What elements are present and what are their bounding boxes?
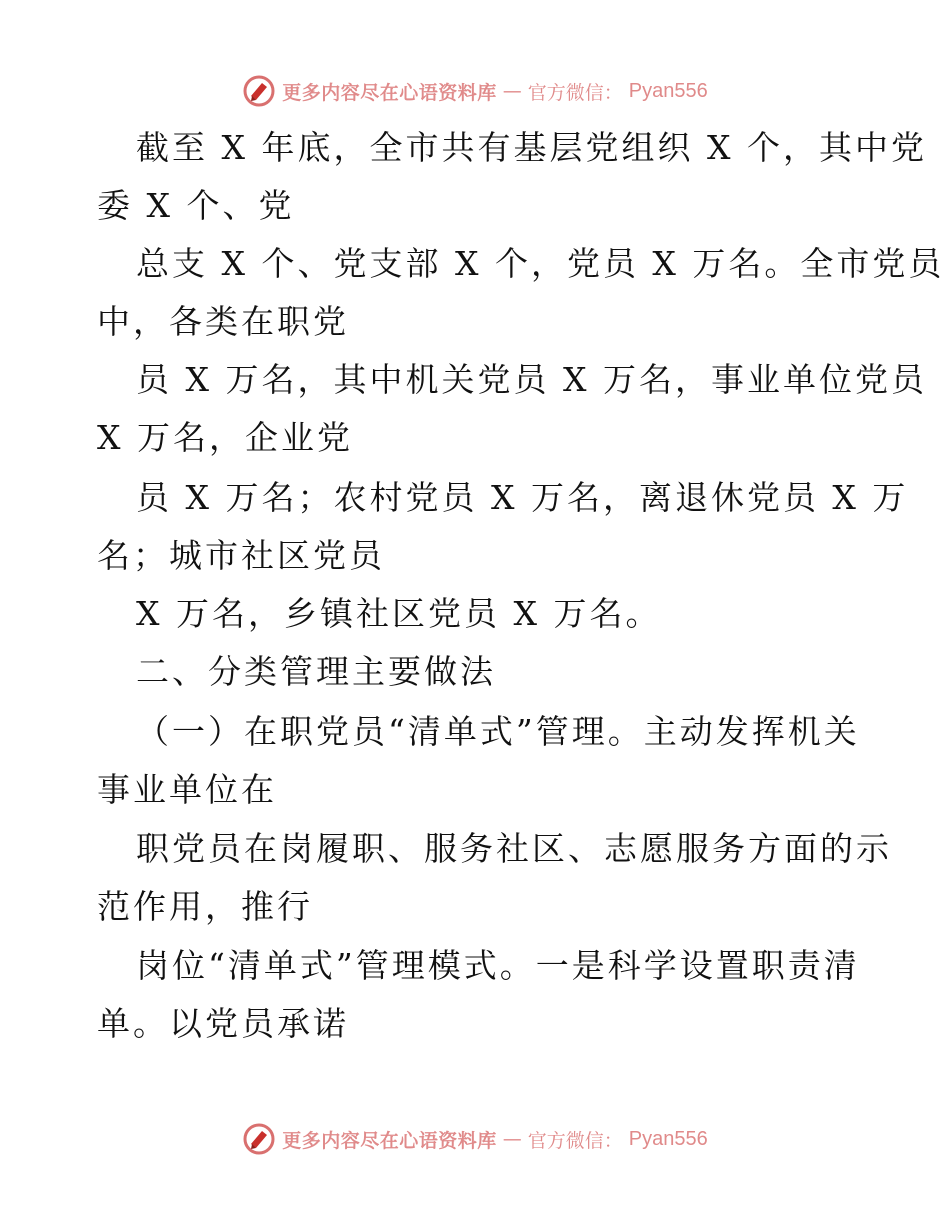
logo-icon xyxy=(242,1122,276,1156)
paragraph-line: 岗位“清单式”管理模式。一是科学设置职责清 xyxy=(136,946,860,985)
watermark-wechat-label: 官方微信： xyxy=(527,1129,623,1152)
paragraph-line: 名；城市社区党员 xyxy=(97,536,385,575)
paragraph-line: 范作用，推行 xyxy=(97,887,313,926)
paragraph-line: 总支 X 个、党支部 X 个，党员 X 万名。全市党员 xyxy=(136,244,945,283)
paragraph-line: 委 X 个、党 xyxy=(97,186,295,225)
watermark-wechat-label: 官方微信： xyxy=(527,81,623,104)
paragraph-line: 员 X 万名，其中机关党员 X 万名，事业单位党员 xyxy=(136,360,927,399)
section-heading: 二、分类管理主要做法 xyxy=(136,652,496,691)
watermark-separator: — xyxy=(502,80,522,102)
watermark-wechat-id: Pyan556 xyxy=(628,1127,708,1150)
paragraph-line: 中，各类在职党 xyxy=(97,302,349,341)
paragraph-line: 事业单位在 xyxy=(97,770,277,809)
subsection-heading: （一）在职党员“清单式”管理。主动发挥机关 xyxy=(136,712,860,751)
paragraph-line: 职党员在岗履职、服务社区、志愿服务方面的示 xyxy=(136,829,892,868)
paragraph-line: 单。以党员承诺 xyxy=(97,1004,349,1043)
paragraph-line: 截至 X 年底，全市共有基层党组织 X 个，其中党 xyxy=(136,128,927,167)
watermark-separator: — xyxy=(502,1128,522,1150)
paragraph-line: X 万名，乡镇社区党员 X 万名。 xyxy=(136,594,662,633)
paragraph-line: X 万名，企业党 xyxy=(97,418,353,457)
footer-watermark xyxy=(0,1119,950,1159)
watermark-text: 更多内容尽在心语资料库 xyxy=(282,1129,497,1152)
paragraph-line: 员 X 万名；农村党员 X 万名，离退休党员 X 万 xyxy=(136,478,909,517)
watermark-text: 更多内容尽在心语资料库 xyxy=(282,81,497,104)
watermark-wechat-id: Pyan556 xyxy=(628,79,708,102)
